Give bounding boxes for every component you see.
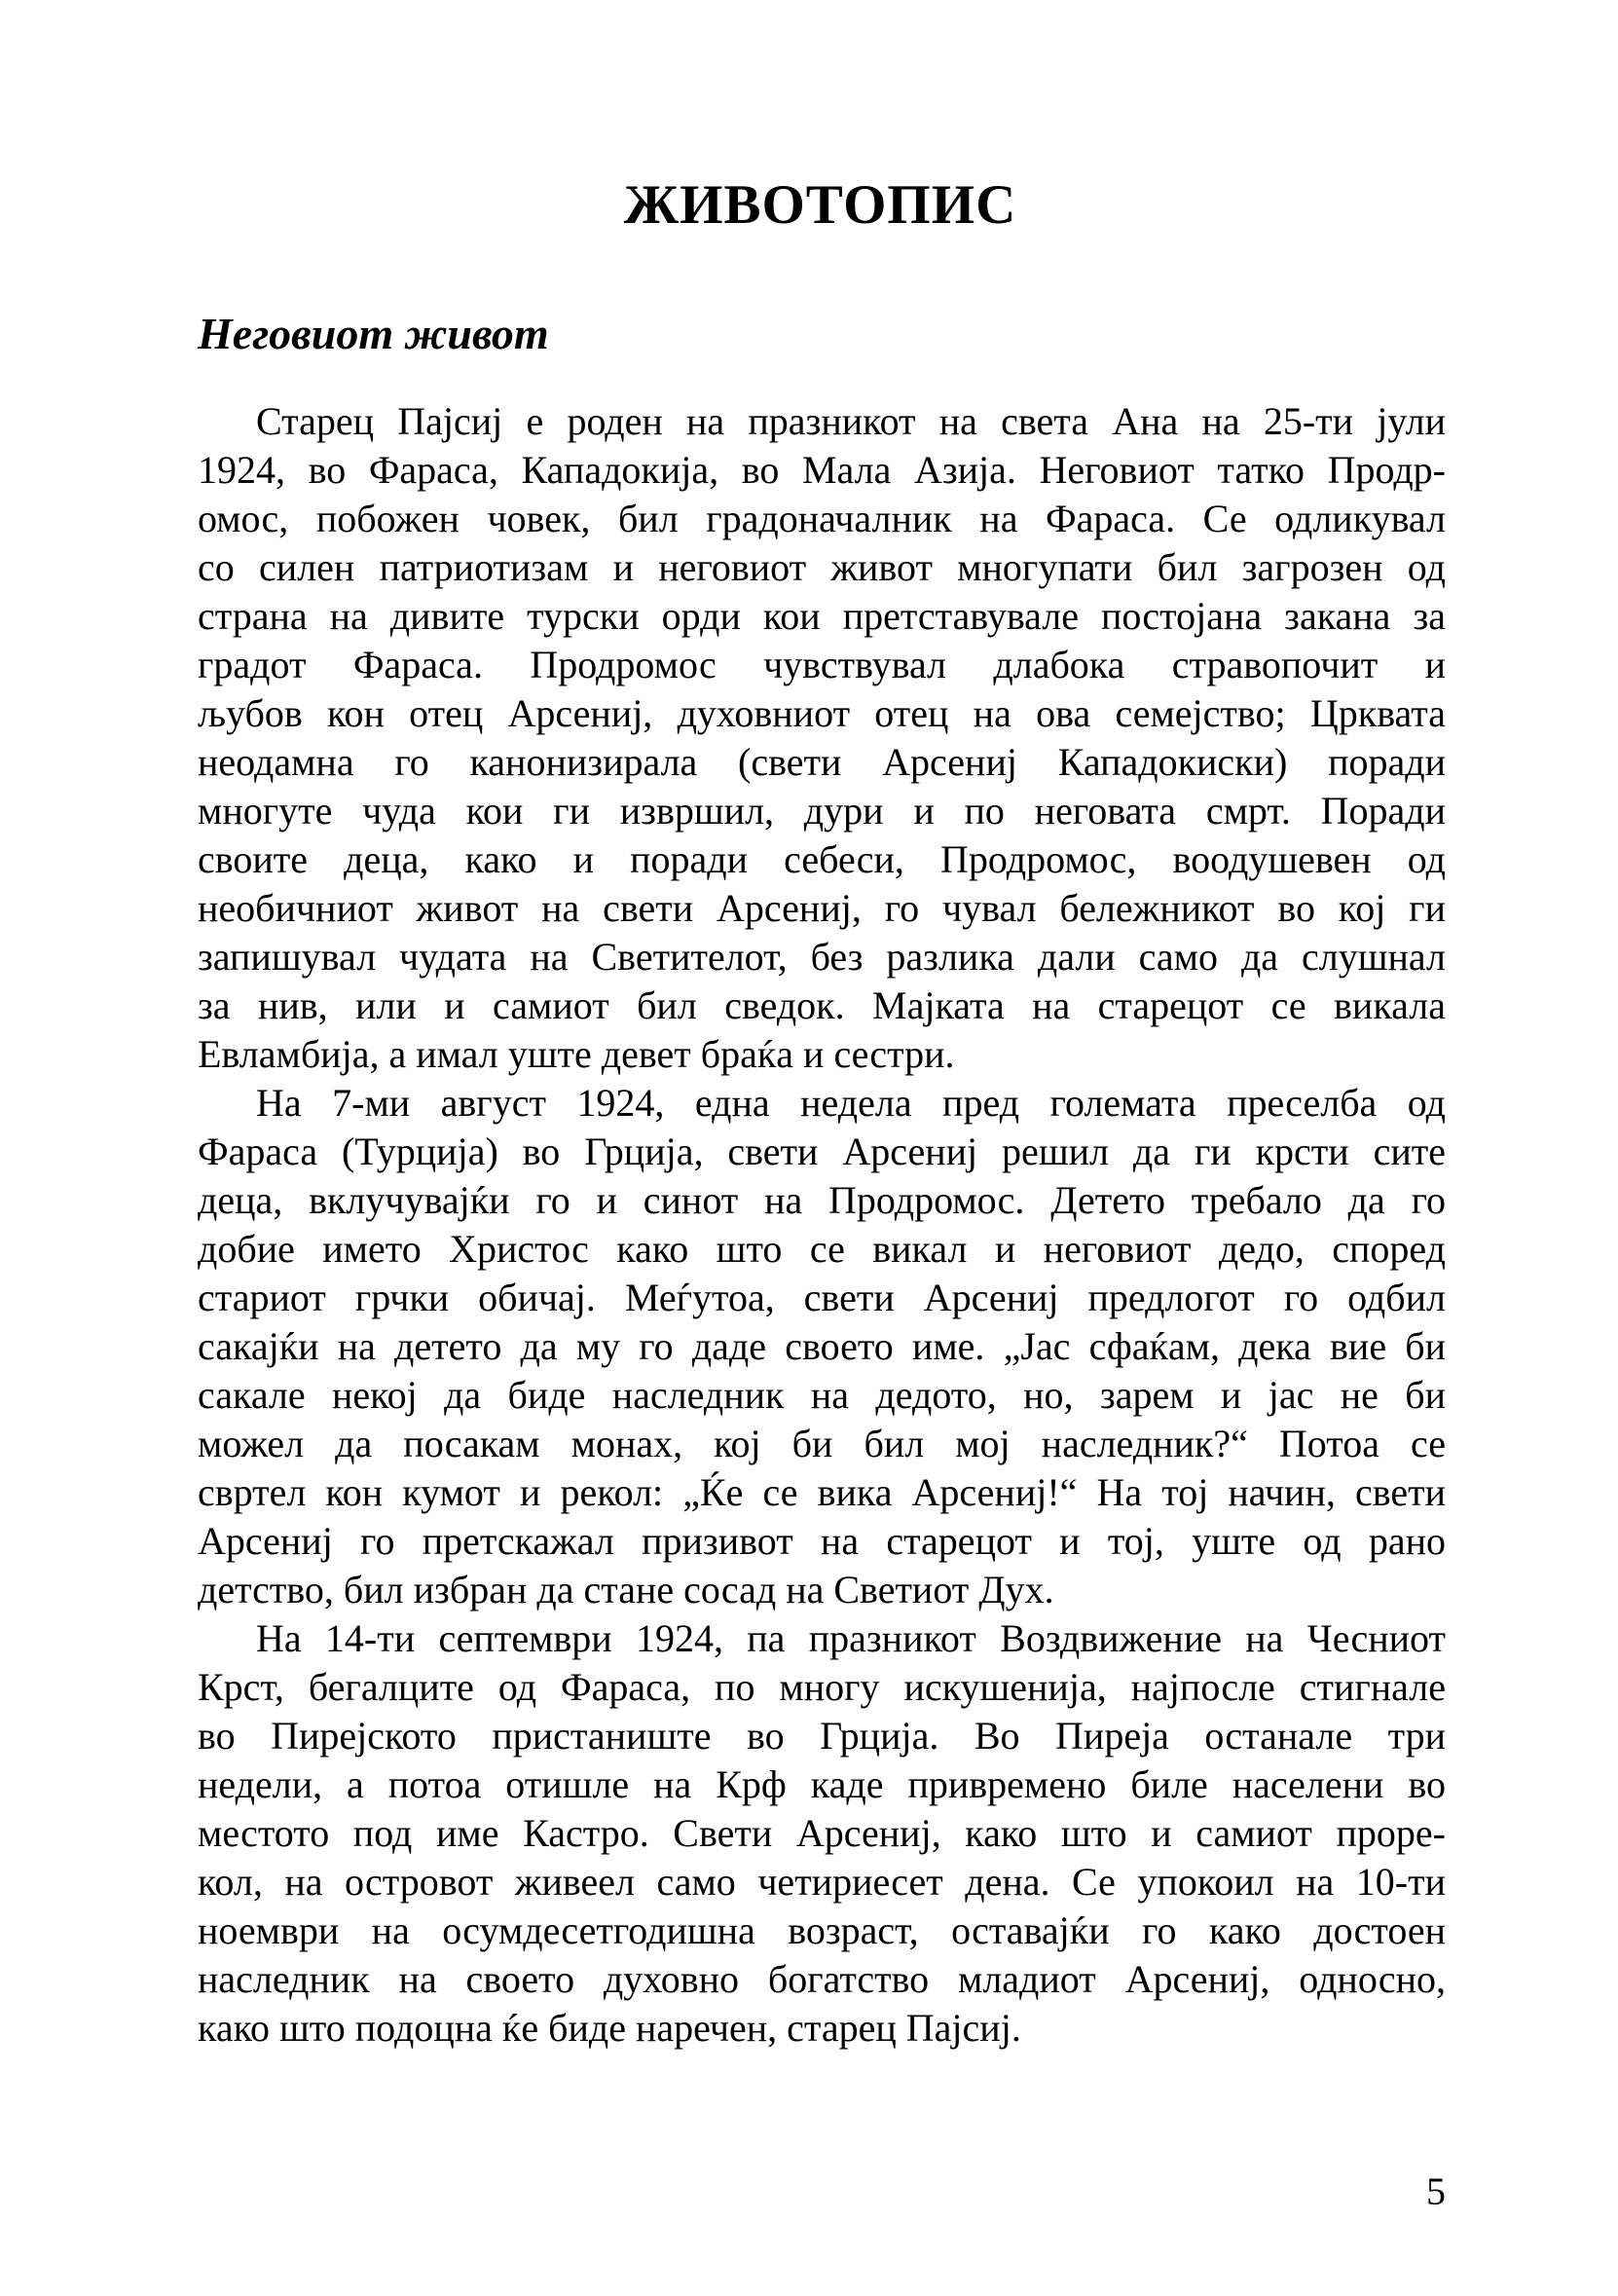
text-line: недели, а потоа отишле на Крф каде привремено биле населени во (198, 1762, 1446, 1806)
text-line: во Пирејското пристаниште во Грција. Во Пиреја останале три (198, 1714, 1446, 1758)
text-line: сакале некој да биде наследник на дедото, но, зарем и јас не би (198, 1373, 1446, 1417)
text-line: Евламбија, а имал уште девет браќа и сестри. (198, 1032, 955, 1076)
text-line: Крст, бегалците од Фараса, по многу искушенија, најпосле стигнале (198, 1665, 1446, 1709)
text-line: наследник на своето духовно богатство младиот Арсениј, односно, (198, 1957, 1446, 2001)
text-line: свртел кон кумот и рекол: „Ќе се вика Арсениј!“ На тој начин, свети (198, 1470, 1446, 1514)
text-line: многуте чуда кои ги извршил, дури и по неговата смрт. Поради (198, 789, 1446, 833)
text-line: деца, вклучувајќи го и синот на Продромос. Детето требало да го (198, 1178, 1446, 1222)
text-line: 1924, во Фараса, Кападокија, во Мала Азија. Неговиот татко Продр- (198, 448, 1446, 492)
section-subtitle: Неговиот живот (198, 309, 549, 358)
text-line: необичниот живот на свети Арсениј, го чувал бележникот во кој ги (198, 886, 1446, 930)
text-line: На 14-ти септември 1924, па празникот Воздвижение на Чесниот (256, 1616, 1446, 1660)
text-line: кол, на островот живеел само четириесет дена. Се упокоил на 10-ти (198, 1860, 1446, 1904)
text-line: неодамна го канонизирала (свети Арсениј Кападокиски) поради (198, 740, 1446, 784)
text-line: стариот грчки обичај. Меѓутоа, свети Арсениј предлогот го одбил (198, 1276, 1446, 1319)
text-line: можел да посакам монах, кој би бил мој наследник?“ Потоа се (198, 1422, 1446, 1465)
text-line: ноември на осумдесетгодишна возраст, оставајќи го како достоен (198, 1908, 1446, 1952)
page-number: 5 (1426, 2169, 1446, 2213)
text-line: своите деца, како и поради себеси, Продромос, воодушевен од (198, 837, 1446, 881)
page-title: ЖИВОТОПИС (623, 174, 1017, 236)
text-line: На 7-ми август 1924, една недела пред големата преселба од (256, 1081, 1446, 1125)
text-line: како што подоцна ќе биде наречен, старец Пајсиј. (198, 2006, 1021, 2050)
text-line: со силен патриотизам и неговиот живот многупати бил загрозен од (198, 545, 1446, 589)
text-line: омос, побожен човек, бил градоначалник на Фараса. Се одликувал (198, 497, 1446, 540)
text-line: местото под име Кастро. Свети Арсениј, како што и самиот проре- (198, 1811, 1446, 1855)
text-line: љубов кон отец Арсениј, духовниот отец на ова семејство; Црквата (198, 691, 1446, 735)
text-line: добие името Христос како што се викал и неговиот дедо, според (198, 1227, 1446, 1271)
body-text (198, 397, 1446, 2053)
text-line: запишувал чудата на Светителот, без разлика дали само да слушнал (198, 935, 1446, 979)
text-line: Фараса (Турција) во Грција, свети Арсениј решил да ги крсти сите (198, 1129, 1446, 1173)
text-line: детство, бил избран да стане сосад на Светиот Дух. (198, 1568, 1054, 1611)
text-line: градот Фараса. Продромос чувствувал длабока стравопочит и (198, 643, 1446, 686)
text-line: за нив, или и самиот бил сведок. Мајката на старецот се викала (198, 983, 1446, 1027)
text-line: сакајќи на детето да му го даде своето име. „Јас сфаќам, дека вие би (198, 1324, 1446, 1368)
text-line: Старец Пајсиј е роден на празникот на света Ана на 25-ти јули (256, 399, 1446, 443)
text-line: страна на дивите турски орди кои претставувале постојана закана за (198, 594, 1446, 638)
text-line: Арсениј го претскажал призивот на старецот и тој, уште од рано (198, 1519, 1446, 1563)
